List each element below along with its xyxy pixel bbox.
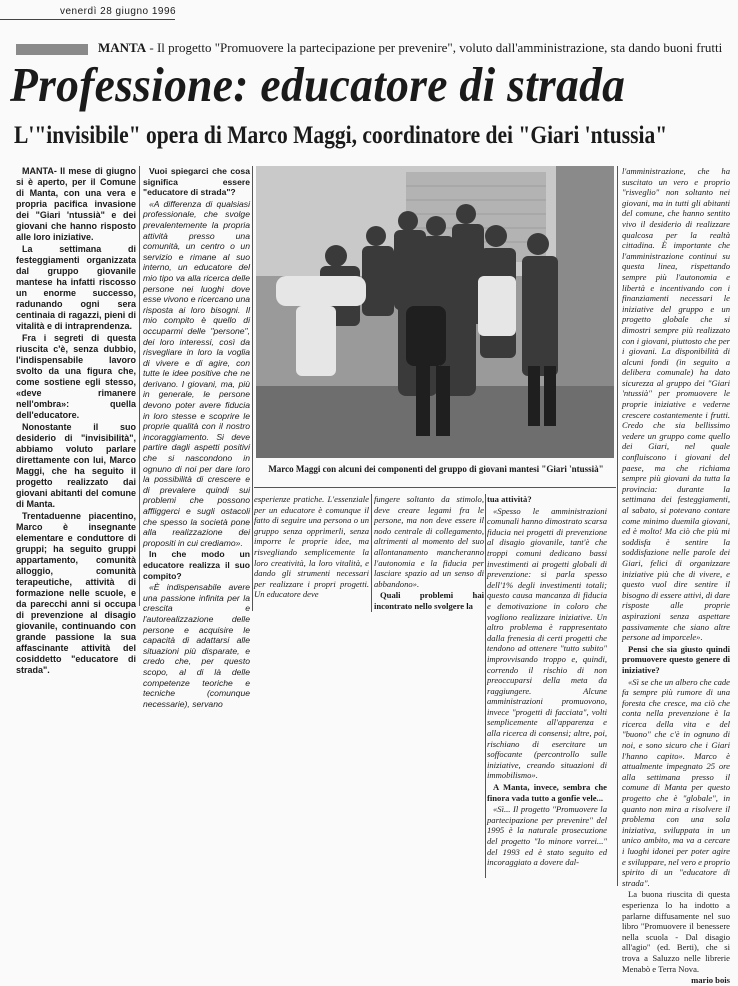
subheadline: L'"invisibile" opera di Marco Maggi, coordinatore dei "Giari 'ntussia" [14, 122, 668, 149]
kicker [98, 40, 738, 56]
column-rule [617, 166, 618, 886]
paragraph: Fra i segreti di questa riuscita c'è, senza dubbio, l'indispensabile lavoro svolto da una figura che, come sostiene egli stesso, «deve rimanere nell'ombra»: quella dell'educatore. [16, 333, 136, 420]
answer: l'amministrazione, che ha suscitato un vero e proprio "risveglio" non soltanto nei giovani, ma in tutti gli abitanti del comune, che hanno sentito vivo il desiderio di realizzare qualcosa per la realtà cittadina. È importante che l'amministrazione continui su questa linea, rispettando sempre più l'autonomia e libertà e incentivando con i finanziamenti necessari le iniziative del gruppo e un progetto globale che si dimostri sempre più realizzato con i giovani, piuttosto che per i giovani. La disponibilità di alcuni fondi (in seguito a delibera comunale) ha dato sicurezza al gruppo dei "Giari 'ntussià" per promuovere le proprie iniziative e vederne crescere costantemente i frutti. Credo che sia bellissimo vedere un gruppo come quello dei Giari, nel quale confluiscono i giovani del paese, ma che richiama sempre più giovani da tutta la provincia: durante la settimana dei festeggiamenti, al sabato, si potevano contare come minimo duemila giovani, ed è molto! Ma ciò che più mi soddisfa è sentire la soddisfazione nelle parole dei Giari, felici di organizzare iniziative più che di vivere, e questo vuol dire sentire il bisogno di essere attivi, di dare risposte alle proprie aspirazioni senza aspettare passivamente che siano altre persone ad imporcele». [622, 166, 730, 643]
column-rule [485, 494, 486, 878]
question: Quali problemi hai incontrato nello svolgere la [374, 590, 484, 611]
answer: «A differenza di qualsiasi professionale, che svolge prevalentemente la propria attività presso una comunità, un centro o un servizio e rimane al suo interno, un educatore del mio tipo va alla ricerca delle persone nei luoghi dove esse vivono e ricercano una risposta ai loro bisogni. Il mio compito è quello di occuparmi delle "persone", dei loro interessi, così da risvegliare in loro la voglia di vivere e di agire, con tutte le idee positive che ne derivano. I giovani, ma, più in generale, le persone devono poter avere fiducia in loro stesse e scoprire le proprie qualità con il nostro incoraggiamento. Si deve partire dagli aspetti positivi che si nascondono in ognuno di noi per dare loro la possibilità di crescere e di prevalere quindi sui problemi che possono affliggerci e sugli ostacoli che spesso la società pone alla realizzazione dei propositi in cui crediamo». [143, 198, 251, 548]
answer: «Spesso le amministrazioni comunali hanno dimostrato scarsa fiducia nei progetti di prevenzione al disagio giovanile, tant'è che troppi comuni dedicano bassi investimenti ai progetti globali di prevenzione: si parla spesso dell'1% degli investimenti totali; questo causa mancanza di fiducia e demotivazione in coloro che vogliono realizzare iniziative. Un altro problema è rappresentato dalla frenesia di certi progetti che tendono ad ottenere "tutto subito" improvvisando troppo e, quindi, correndo il rischio di non preoccuparsi della meta da raggiungere. Alcune amministrazioni promuovono, invece "progetti di facciata", volti semplicemente all'apparenza e alla ricerca di consensi; altre, poi, rischiano di esercitare un soffocante (percontrollo sulle iniziative, creando situazioni di immobilismo». [487, 505, 607, 781]
kicker-place: MANTA [98, 40, 147, 55]
column-interview-4 [487, 494, 607, 878]
question: In che modo un educatore realizza il suo compito? [143, 549, 250, 581]
paragraph: fungere soltanto da stimolo, deve creare legami fra le persone, ma non deve essere il nodo centrale di collegamento, altrimenti al momento del suo allontanamento mancheranno l'autonomia e la fiducia per lasciare spazio ad un senso di abbandono». [374, 494, 484, 589]
column-rule [252, 166, 253, 611]
answer: «Sì... Il progetto "Promuovere la partecipazione per prevenire" del 1995 è la naturale prosecuzione del progetto "Io minore vorrei..." del 1993 ed è stato seguito ed incoraggiato a dovere dal- [487, 804, 607, 868]
photo-image [256, 166, 614, 458]
question: Vuoi spiegarci che cosa significa essere "educatore di strada"? [143, 166, 250, 198]
paragraph: Trentaduenne piacentino, Marco è insegnante elementare e conduttore di gruppi; ha seguito gruppi appartamento, comunità alloggio, comunità terapeutiche, attività di formazione nelle scuole, e da parecchi anni si occupa di prevenzione al disagio giovanile, continuando con grande passione la sua affascinante attività del cosiddetto "educatore di strada". [16, 511, 136, 675]
column-interview-3 [374, 494, 484, 614]
paragraph: Nonostante il suo desiderio di "invisibilità", abbiamo voluto parlare direttamente con lui, Marco Maggi, che ha seguito il progetto realizzato dai giovani abitanti del comune di Manta. [16, 422, 136, 509]
question: A Manta, invece, sembra che finora vada tutto a gonfie vele... [487, 782, 607, 803]
answer: «È indispensabile avere una passione infinita per la crescita e l'autorealizzazione delle persone e acquisire le capacità di adattarsi alle situazioni più disparate, e credo che, per questo scopo, al di là delle competenze teoriche e tecniche (comunque necessarie), servano [143, 582, 250, 709]
column-rule [139, 166, 140, 606]
date-rule [0, 19, 175, 20]
photo-caption: Marco Maggi con alcuni dei componenti del gruppo di giovani mantesi "Giari 'ntussià" [268, 464, 604, 474]
paragraph: MANTA- Il mese di giugno si è aperto, per il Comune di Manta, con una vera e propria pacifica invasione dei "Giari 'ntussià" e dei giovani che hanno risposto alle loro iniziative. [16, 166, 136, 242]
column-interview-5 [622, 166, 730, 986]
caption-rule [254, 487, 616, 488]
group-photo [256, 166, 614, 458]
column-intro [16, 166, 136, 675]
paragraph: La buona riuscita di questa esperienza lo ha indotto a parlarne diffusamente nel suo libro "Promuovere il benessere nella scuola - Dal disagio all'agio" (ed. Berti), che si trova a Saluzzo nelle librerie Menabò e Terra Nova. [622, 889, 730, 974]
kicker-text: - Il progetto "Promuovere la partecipazione per prevenire", voluto dall'amministrazione, sta dando buoni frutti [146, 40, 723, 55]
answer: «Sì se che un albero che cade fa sempre più rumore di una foresta che cresce, ma ciò che conta nella prevenzione è la ricerca della vita e del "buono" che c'è in ognuno di noi, e sono sicuro che i Giari l'hanno capito». Marco è attualmente impegnato 25 ore alla settimana presso il comune di Manta per questo progetto che è "globale", in quanto non mira a risolvere il problema con una sola iniziativa, sviluppata in un unico ambito, ma va a cercare i luoghi idonei per poter agire e sviluppare, nel vero e proprio spirito di un "educatore di strada". [622, 676, 730, 888]
author-signature: mario bois [691, 975, 730, 986]
question: tua attività? [487, 494, 532, 504]
column-rule [371, 494, 372, 612]
column-interview-2 [254, 494, 369, 614]
paragraph: esperienze pratiche. L'essenziale per un educatore è comunque il fatto di seguire una persona o un gruppo senza opprimerli, senza imporre le proprie idee, ma risvegliando semplicemente la loro creatività, la loro vitalità, e dando gli strumenti necessari per realizzare i propri progetti. Un educatore deve [254, 494, 369, 600]
question: Pensi che sia giusto quindi promuovere questo genere di iniziative? [622, 643, 730, 675]
publication-date: venerdì 28 giugno 1996 [60, 6, 177, 17]
kicker-bar [16, 44, 88, 55]
column-interview-1 [143, 166, 251, 709]
paragraph: La settimana di festeggiamenti organizzata dal gruppo giovanile mantese ha infatti riscosso un enorme successo, radunando ogni sera centinaia di ragazzi, pieni di vitalità e di intraprendenza. [16, 244, 136, 331]
headline: Professione: educatore di strada [10, 57, 626, 112]
